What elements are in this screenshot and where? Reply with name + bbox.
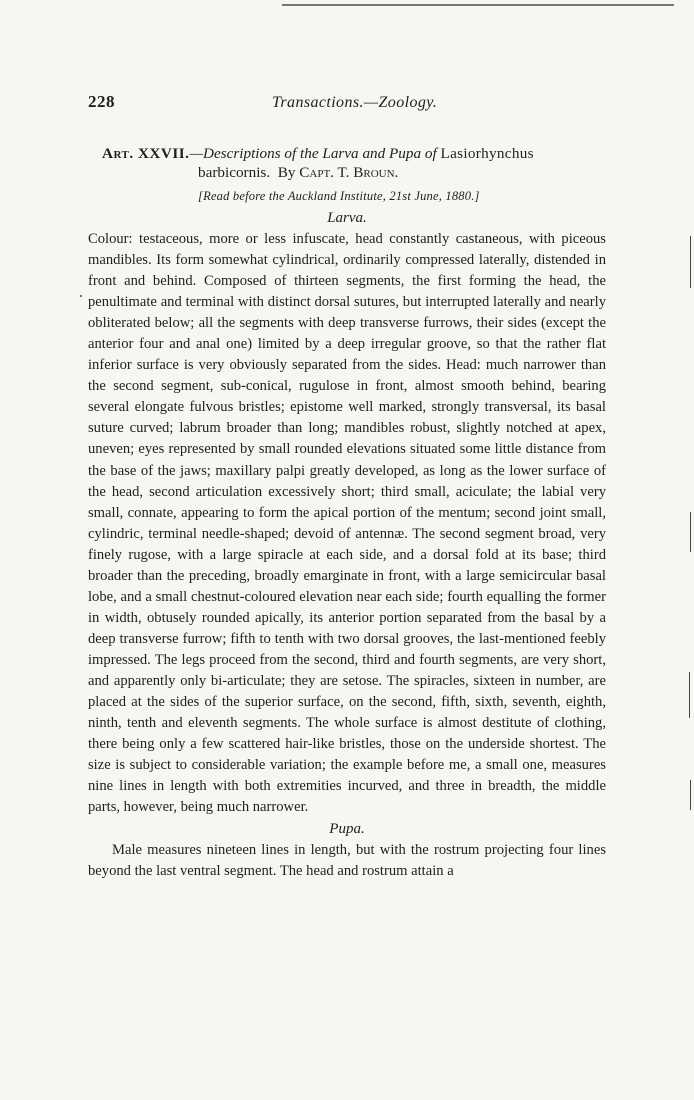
stray-mark xyxy=(80,295,82,297)
page-content xyxy=(88,92,606,882)
article-title: —Descriptions of the Larva and Pupa of xyxy=(189,145,441,162)
larva-description: Colour: testaceous, more or less infuscate, head constantly castaneous, with piceous mandibles. Its form somewhat cylindrical, ordinarily compressed laterally, distended in front and behind. Composed of thirteen segments, the first forming the head, the penultimate and terminal with distinct dorsal sutures, but interrupted laterally and nearly obliterated below; all the segments with deep transverse furrows, their sides (except the anterior four and anal one) limited by a deep irregular groove, so that the rather flat inferior surface is very obviously separated from the sides. Head: much narrower than the second segment, sub-conical, rugulose in front, almost smooth behind, bearing several elongate fulvous bristles; epistome well marked, strongly transversal, its basal suture curved; labrum broader than long; mandibles robust, slightly notched at apex, uneven; eyes represented by small rounded elevations situated some little distance from the base of the jaws; maxillary palpi greatly developed, as long as the lower surface of the head, second articulation excessively short; third small, aciculate; the labial very small, connate, appearing to form the apical portion of the mentum; second joint small, cylindric, terminal needle-shaped; devoid of antennæ. The second segment broad, very finely rugose, with a large spiracle at each side, and a dorsal fold at its base; third broader than the preceding, broadly emarginate in front, with a large semicircular basal lobe, and a small chestnut-coloured elevation near each side; fourth equalling the former in width, obtusely rounded apically, its anterior portion separated from the basal by a deep transverse furrow; fifth to tenth with two dorsal grooves, the last-mentioned feebly impressed. The legs proceed from the second, third and fourth segments, are very short, and apparently only bi-articulate; they are setose. The spiracles, sixteen in number, are placed at the sides of the superior surface, on the second, fifth, sixth, seventh, eighth, ninth, tenth and eleventh segments. The whole surface is almost destitute of clothing, there being only a few scattered hair-like bristles, those on the underside shortest. The size is subject to considerable variation; the example before me, a small one, measures nine lines in length with both extremities incurved, and three in breadth, the middle parts, however, being much narrower. xyxy=(88,231,606,816)
species-genus: Lasiorhynchus xyxy=(440,145,534,162)
right-margin-mark xyxy=(689,672,690,718)
running-head xyxy=(88,92,606,118)
running-title: Transactions.—Zoology. xyxy=(272,94,438,111)
right-margin-mark xyxy=(690,780,691,810)
pupa-description: Male measures nineteen lines in length, but with the rostrum projecting four lines beyond the last ventral segment. The head and rostrum attain a xyxy=(88,842,606,880)
read-note: [Read before the Auckland Institute, 21st June, 1880.] xyxy=(198,189,480,203)
author-by: By xyxy=(277,164,300,181)
article-heading xyxy=(88,144,606,182)
right-margin-mark xyxy=(690,512,691,552)
article-title-line xyxy=(102,144,606,163)
article-label: Art. XXVII. xyxy=(102,145,190,162)
pupa-heading: Pupa. xyxy=(329,821,365,838)
larva-heading: Larva. xyxy=(327,210,367,226)
article-author-line xyxy=(102,163,606,182)
species-epithet: barbicornis. xyxy=(198,164,271,181)
page-number: 228 xyxy=(88,92,115,111)
author-name: Capt. T. Broun. xyxy=(299,164,399,181)
right-margin-mark xyxy=(690,236,691,288)
top-edge-rule xyxy=(282,4,674,6)
